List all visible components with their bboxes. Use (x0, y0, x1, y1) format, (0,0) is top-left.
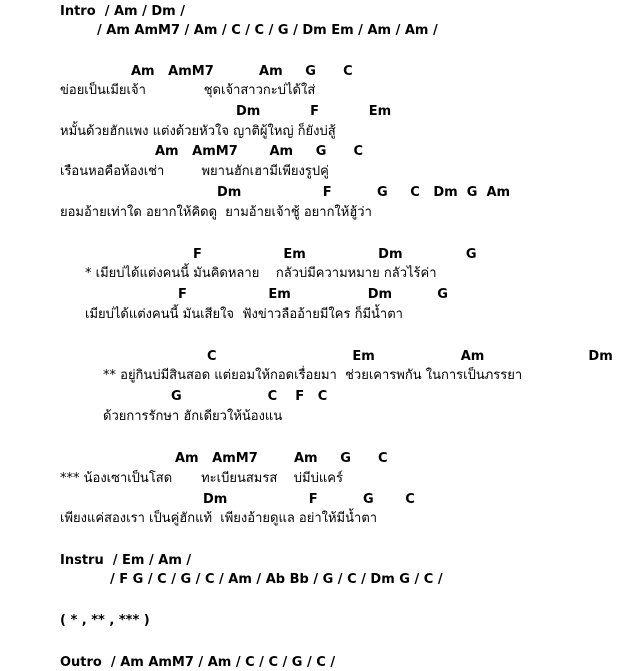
verse1-lyric-line-2: หมั้นด้วยฮักแพง แต่งด้วยหัวใจ ญาติผู้ใหญ่ ก็ยังบ่สู้ (60, 124, 336, 139)
intro-chord-progression: / Am AmM7 / Am / C / C / G / Dm Em / Am / Am / (97, 23, 438, 38)
repeat-sections-marker: ( * , ** , *** ) (60, 613, 150, 628)
chorus1-chords-line-2: F Em Dm G (178, 287, 448, 302)
verse1-chords-line-1: Am AmM7 Am G C (131, 64, 353, 79)
verse2-lyric-line-2: เพียงแค่สองเรา เป็นคู่ฮักแท้ เพียงอ้ายดูแล อย่าให้มีน้ำตา (60, 511, 378, 526)
verse1-chords-line-4: Dm F G C Dm G Am (217, 185, 511, 200)
instrumental-chord-progression: / F G / C / G / C / Am / Ab Bb / G / C / Dm G / C / (110, 572, 443, 587)
outro-chord-progression: Outro / Am AmM7 / Am / C / C / G / C / (60, 655, 336, 670)
verse2-lyric-line-1: *** น้องเซาเป็นโสด ทะเบียนสมรส บ่มีบ่แคร์ (60, 471, 343, 486)
verse2-chords-line-2: Dm F G C (203, 492, 415, 507)
verse1-lyric-line-4: ยอมอ้ายเท่าใด อยากให้คิดดู ยามอ้ายเจ้าชู้ อยากให้ฮู้ว่า (60, 205, 372, 220)
verse1-chords-line-2: Dm F Em (236, 104, 392, 119)
chorus1-chords-line-1: F Em Dm G (193, 247, 477, 262)
chorus2-lyric-line-1: ** อยู่กินบ่มีสินสอด แต่ยอมให้กอดเรื่อยมา ช่วยเคารพกัน ในการเป็นภรรยา (103, 368, 523, 383)
instrumental-label-line: Instru / Em / Am / (60, 553, 192, 568)
chorus2-chords-line-2: G C F C (171, 389, 328, 404)
verse2-chords-line-1: Am AmM7 Am G C (175, 451, 388, 466)
chorus1-lyric-line-2: เมียบ่ได้แต่งคนนี้ มันเสียใจ ฟังข่าวลืออ้ายมีใคร ก็มีน้ำตา (85, 307, 403, 322)
chorus2-lyric-line-2: ด้วยการรักษา ฮักเดียวให้น้องแน (103, 409, 283, 424)
verse1-lyric-line-1: ข่อยเป็นเมียเจ้า ชุดเจ้าสาวกะบ่ได้ใส่ (60, 83, 316, 98)
chorus2-chords-line-1: C Em Am Dm (207, 349, 613, 364)
verse1-chords-line-3: Am AmM7 Am G C (155, 144, 364, 159)
chorus1-lyric-line-1: * เมียบ่ได้แต่งคนนี้ มันคิดหลาย กลัวบ่มีความหมาย กลัวไร้ค่า (85, 266, 437, 281)
verse1-lyric-line-3: เรือนหอคือห้องเช่า พยานฮักเฮามีเพียงรูปคู่ (60, 164, 329, 179)
intro-label-line: Intro / Am / Dm / (60, 4, 185, 19)
